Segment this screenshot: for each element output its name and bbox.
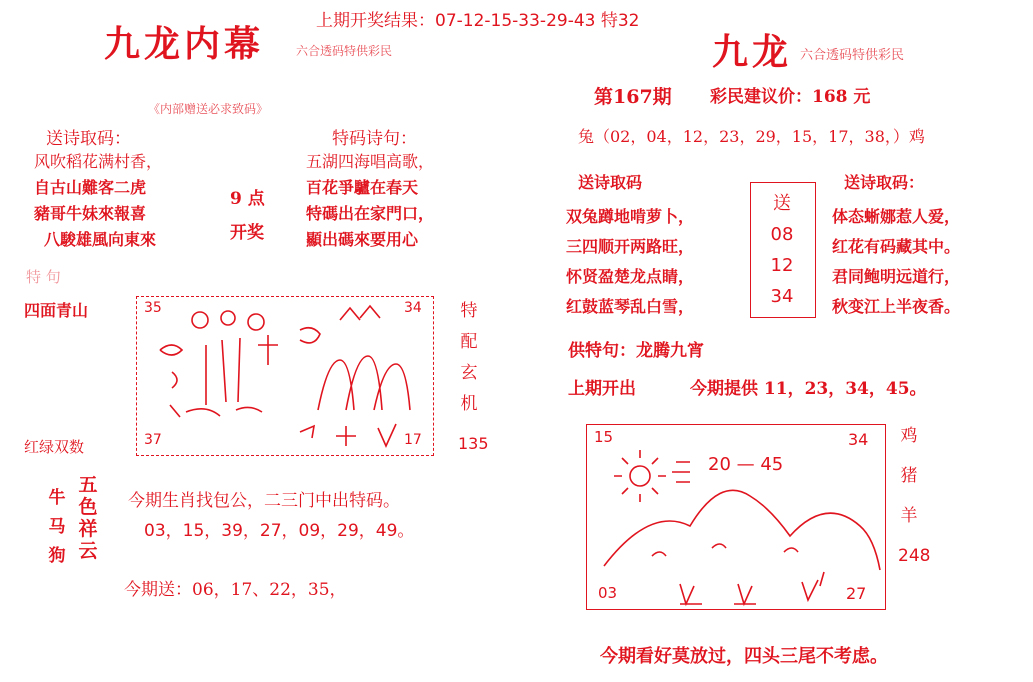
left-inner-note: 《内部赠送必求致码》 bbox=[148, 102, 269, 116]
special-phrase: 供特句：龙腾九宵 bbox=[568, 341, 704, 361]
animal-char: 鸡 bbox=[900, 426, 918, 446]
right-animals-vertical bbox=[898, 416, 920, 536]
right-title-subtitle: 六合透码特供彩民 bbox=[800, 48, 905, 63]
poem-line: 八駿雄風向東來 bbox=[44, 230, 157, 249]
animal-char: 羊 bbox=[900, 506, 918, 526]
animal-char: 牛 bbox=[48, 488, 66, 508]
right-animals-value: 248 bbox=[898, 546, 931, 566]
poem-line: 秋变江上半夜香。 bbox=[832, 297, 961, 316]
poem-line: 双兔蹲地啃萝卜， bbox=[566, 207, 695, 226]
red-green-even-label: 红绿双数 bbox=[24, 438, 85, 456]
send-box-item: 12 bbox=[770, 255, 794, 276]
poem-line: 体态蜥娜惹人爱， bbox=[832, 207, 961, 226]
vertical-char: 特 bbox=[460, 301, 478, 321]
offer-numbers-line: 今期提供 11，23，34，45。 bbox=[690, 379, 927, 399]
left-box-number-bl: 37 bbox=[144, 432, 162, 448]
wuse-char: 五 bbox=[78, 474, 98, 496]
faded-label: 特 句 bbox=[26, 268, 61, 286]
left-poem-b-label: 特码诗句： bbox=[332, 129, 417, 149]
left-box-number-br: 17 bbox=[404, 432, 422, 448]
poem-line: 五湖四海唱高歌， bbox=[306, 152, 435, 171]
last-draw-result: 上期开奖结果：07-12-15-33-29-43 特32 bbox=[316, 11, 640, 31]
animal-char: 狗 bbox=[48, 546, 66, 566]
right-poem-b-label: 送诗取码： bbox=[844, 173, 925, 192]
animal-char: 猪 bbox=[900, 466, 918, 486]
left-box-number-tl: 35 bbox=[144, 300, 162, 316]
right-doodles bbox=[604, 450, 880, 604]
poem-line: 怀贤盈楚龙点睛， bbox=[566, 267, 695, 286]
draw-time-label: 开奖 bbox=[230, 223, 264, 243]
left-poem-a-label: 送诗取码： bbox=[46, 129, 131, 149]
right-box-number-tr: 34 bbox=[848, 430, 869, 449]
footer-hint: 今期看好莫放过，四头三尾不考虑。 bbox=[600, 646, 888, 667]
vertical-char: 配 bbox=[460, 332, 478, 352]
right-box-number-br: 27 bbox=[846, 584, 867, 603]
right-poem-a-label: 送诗取码 bbox=[578, 173, 643, 192]
rabbit-rooster-line: 兔（02，04，12，23，29，15，17，38，）鸡 bbox=[578, 127, 925, 146]
send-box-item: 34 bbox=[770, 286, 794, 307]
issue-number: 第167期 bbox=[594, 86, 672, 108]
side-label-green-hills: 四面青山 bbox=[24, 301, 89, 320]
poem-line: 自古山難客二虎 bbox=[34, 178, 147, 197]
right-box-number-bl: 03 bbox=[598, 584, 618, 602]
wuse-char: 祥 bbox=[78, 518, 98, 540]
poem-line: 特碼出在家門口， bbox=[306, 204, 435, 223]
right-box-number-tl: 15 bbox=[594, 428, 614, 446]
poem-line: 顯出碼來要用心 bbox=[306, 230, 419, 249]
left-title: 九龙内幕 bbox=[104, 23, 265, 65]
vertical-char: 机 bbox=[460, 394, 478, 414]
left-box-number-tr: 34 bbox=[404, 300, 422, 316]
right-box-number-mid: 20 — 45 bbox=[708, 454, 784, 475]
left-numbers-line: 03，15，39，27，09，29，49。 bbox=[144, 521, 415, 541]
poem-line: 君同鲍明远道行， bbox=[832, 267, 961, 286]
send-box-item: 08 bbox=[770, 224, 794, 245]
left-send-line: 今期送：06，17、22，35， bbox=[124, 580, 347, 600]
poem-line: 豬哥牛妹來報喜 bbox=[34, 204, 147, 223]
poem-line: 红鼓蓝琴乱白雪， bbox=[566, 297, 695, 316]
draw-time-hour: 9 点 bbox=[230, 189, 265, 209]
left-title-subtitle: 六合透码特供彩民 bbox=[296, 44, 393, 58]
right-title: 九龙 bbox=[712, 31, 793, 73]
send-box-item: 送 bbox=[773, 193, 791, 214]
poem-line: 红花有码藏其中。 bbox=[832, 237, 961, 256]
zodiac-hint-line: 今期生肖找包公，二三门中出特码。 bbox=[128, 491, 400, 511]
animal-char: 马 bbox=[48, 517, 66, 537]
wuse-char: 云 bbox=[78, 540, 98, 562]
vertical-char: 玄 bbox=[460, 363, 478, 383]
last-period-label: 上期开出 bbox=[568, 379, 636, 399]
poem-line: 风吹稻花满村香， bbox=[34, 152, 163, 171]
suggested-price: 彩民建议价：168 元 bbox=[710, 87, 871, 107]
red-green-even-value: 135 bbox=[458, 434, 489, 453]
poem-line: 百花爭驢在春天 bbox=[306, 178, 419, 197]
poem-line: 三四顺开两路旺， bbox=[566, 237, 695, 256]
wuse-char: 色 bbox=[78, 496, 98, 518]
